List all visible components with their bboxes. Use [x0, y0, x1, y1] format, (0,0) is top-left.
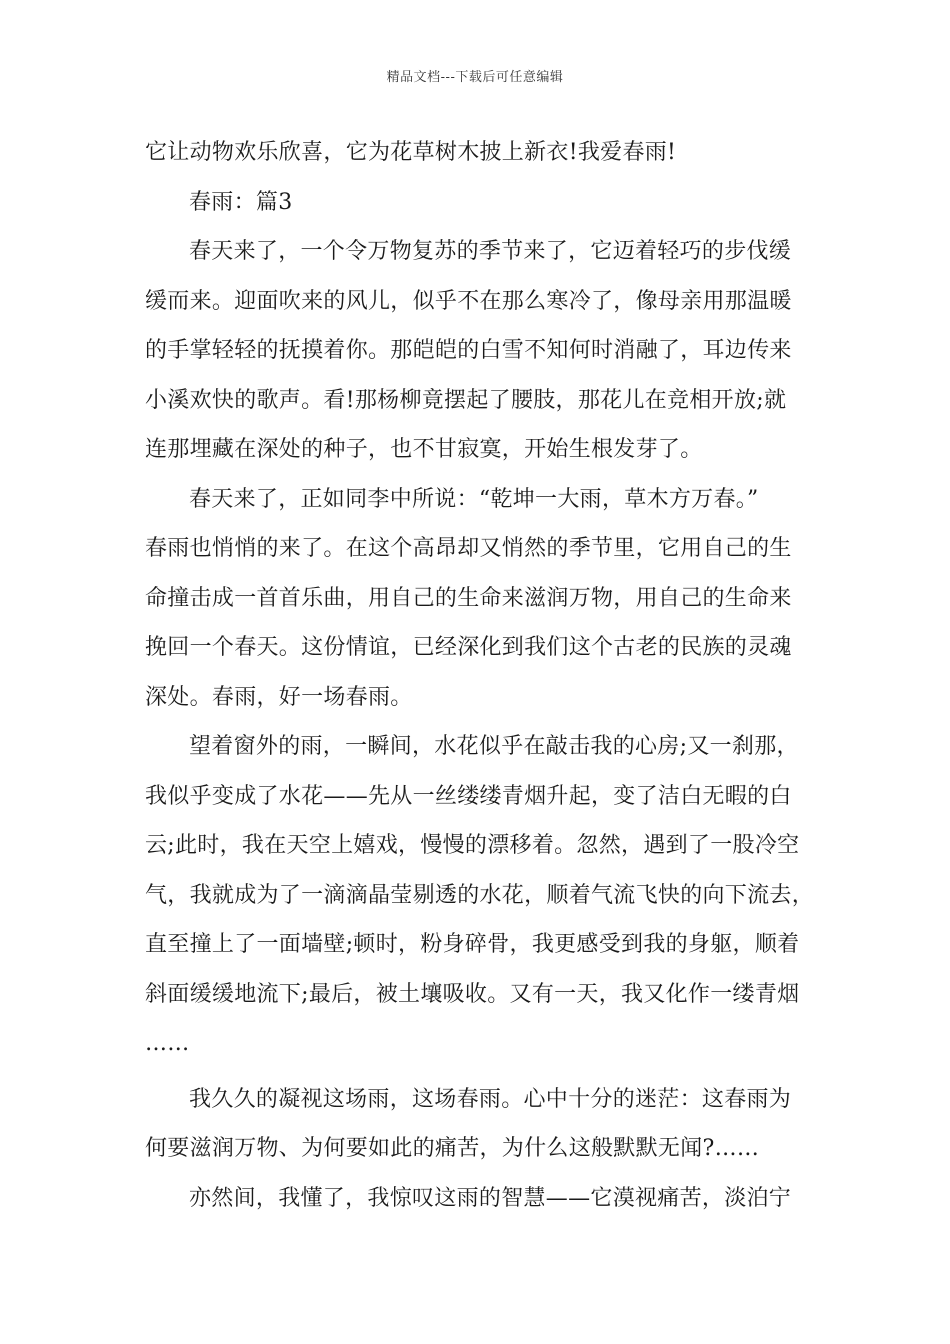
paragraph-line: 气，我就成为了一滴滴晶莹剔透的水花，顺着气流飞快的向下流去，	[145, 882, 815, 908]
text-line: 它让动物欢乐欣喜，它为花草树木披上新衣!我爱春雨!	[145, 140, 677, 165]
paragraph-line: 缓而来。迎面吹来的风儿，似乎不在那么寒冷了，像母亲用那温暖	[145, 288, 792, 314]
document-body	[145, 128, 825, 1223]
paragraph-line: 春雨也悄悄的来了。在这个高昂却又悄然的季节里，它用自己的生	[145, 536, 792, 561]
paragraph-line: 挽回一个春天。这份情谊，已经深化到我们这个古老的民族的灵魂	[145, 635, 792, 660]
paragraph-line: 我似乎变成了水花——先从一丝缕缕青烟升起，变了洁白无暇的白	[145, 783, 792, 809]
paragraph-line: 命撞击成一首首乐曲，用自己的生命来滋润万物，用自己的生命来	[145, 585, 792, 611]
paragraph-line: 的手掌轻轻的抚摸着你。那皑皑的白雪不知何时消融了，耳边传来	[145, 338, 792, 363]
paragraph-line: 我久久的凝视这场雨，这场春雨。心中十分的迷茫：这春雨为	[189, 1086, 792, 1112]
paragraph-line: 春天来了，正如同李中所说：“乾坤一大雨，草木方万春。”	[189, 486, 759, 512]
paragraph-line: 云;此时，我在天空上嬉戏，慢慢的漂移着。忽然，遇到了一股冷空	[145, 833, 800, 858]
paragraph-line: 直至撞上了一面墙壁;顿时，粉身碎骨，我更感受到我的身躯，顺着	[145, 932, 800, 957]
paragraph-line: 连那埋藏在深处的种子，也不甘寂寞，开始生根发芽了。	[145, 437, 703, 462]
paragraph-line: 亦然间，我懂了，我惊叹这雨的智慧——它漠视痛苦，淡泊宁	[189, 1185, 792, 1211]
paragraph-line: ……	[145, 1031, 190, 1056]
paragraph-line: 小溪欢快的歌声。看!那杨柳竟摆起了腰肢，那花儿在竞相开放;就	[145, 387, 787, 413]
paragraph-line: 何要滋润万物、为何要如此的痛苦，为什么这般默默无闻?……	[145, 1136, 760, 1161]
page-header: 精品文档---下载后可任意编辑	[386, 70, 564, 85]
paragraph-line: 春天来了，一个令万物复苏的季节来了，它迈着轻巧的步伐缓	[189, 239, 792, 264]
section-heading: 春雨：篇3	[189, 189, 293, 215]
paragraph-line: 望着窗外的雨，一瞬间，水花似乎在敲击我的心房;又一刹那，	[189, 734, 799, 759]
paragraph-line: 深处。春雨，好一场春雨。	[145, 684, 413, 710]
paragraph-line: 斜面缓缓地流下;最后，被土壤吸收。又有一天，我又化作一缕青烟	[145, 981, 800, 1007]
